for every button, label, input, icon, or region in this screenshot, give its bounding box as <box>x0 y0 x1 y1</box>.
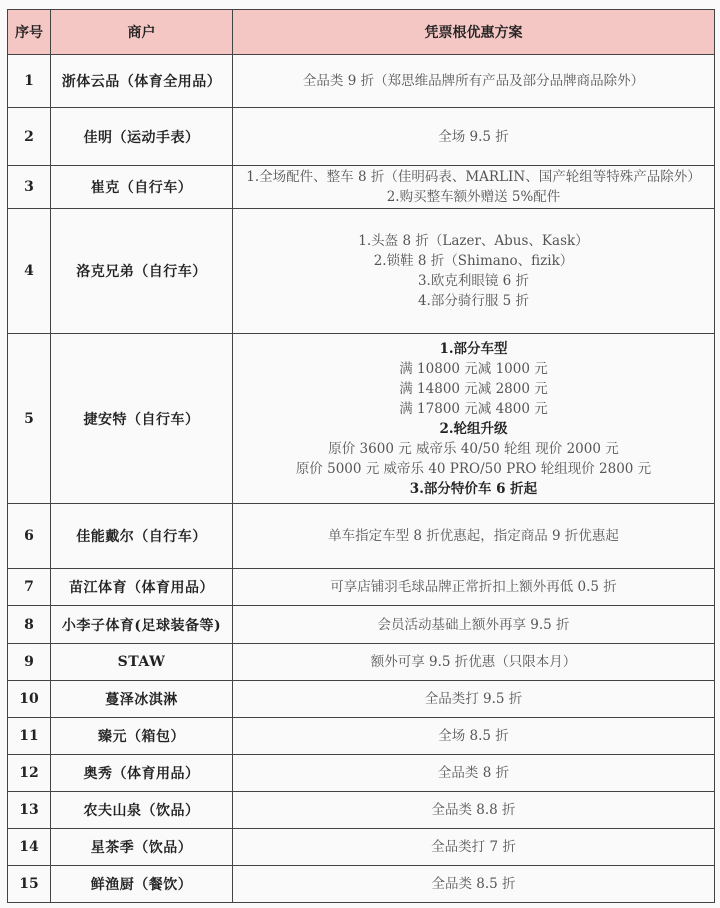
discount-table <box>7 9 715 903</box>
offer-line: 2.锁鞋 8 折（Shimano、fizik） <box>373 253 574 269</box>
offer-line: 全品类 9 折（郑思维品牌所有产品及部分品牌商品除外） <box>302 73 645 89</box>
offer-cell <box>233 166 715 209</box>
offer-line: 会员活动基础上额外再享 9.5 折 <box>377 616 570 633</box>
table-row <box>8 755 715 792</box>
row-index: 13 <box>8 792 51 829</box>
table-row <box>8 792 715 829</box>
merchant-name: 星茶季（饮品） <box>51 829 233 866</box>
row-index: 11 <box>8 718 51 755</box>
merchant-name: 奥秀（体育用品） <box>51 755 233 792</box>
header-offer: 凭票根优惠方案 <box>233 10 715 55</box>
table-row <box>8 569 715 606</box>
offer-line: 满 10800 元减 1000 元 <box>399 360 548 377</box>
table-row <box>8 718 715 755</box>
table-row <box>8 866 715 903</box>
merchant-name: 浙体云品（体育全用品） <box>51 55 233 108</box>
offer-cell <box>233 644 715 681</box>
offer-cell <box>233 504 715 569</box>
offer-cell <box>233 792 715 829</box>
merchant-name: 捷安特（自行车） <box>51 334 233 504</box>
merchant-name: 佳明（运动手表） <box>51 108 233 166</box>
row-index: 1 <box>8 55 51 108</box>
row-index: 10 <box>8 681 51 718</box>
table-row <box>8 644 715 681</box>
offer-line: 2.轮组升级 <box>439 420 508 437</box>
offer-line: 3.部分特价车 6 折起 <box>409 480 538 497</box>
offer-cell <box>233 334 715 504</box>
merchant-name: 苗江体育（体育用品） <box>51 569 233 606</box>
table-row <box>8 55 715 108</box>
table-row <box>8 681 715 718</box>
offer-line: 1.头盔 8 折（Lazer、Abus、Kask） <box>358 233 589 249</box>
offer-line: 全场 8.5 折 <box>438 728 509 744</box>
table-row <box>8 334 715 504</box>
merchant-name: 洛克兄弟（自行车） <box>51 209 233 334</box>
row-index: 9 <box>8 644 51 681</box>
table-row <box>8 209 715 334</box>
row-index: 2 <box>8 108 51 166</box>
offer-line: 满 17800 元减 4800 元 <box>399 400 548 417</box>
merchant-name: 佳能戴尔（自行车） <box>51 504 233 569</box>
merchant-name: 农夫山泉（饮品） <box>51 792 233 829</box>
offer-cell <box>233 569 715 606</box>
offer-cell <box>233 55 715 108</box>
offer-cell <box>233 718 715 755</box>
header-merchant: 商户 <box>51 10 233 55</box>
offer-line: 单车指定车型 8 折优惠起，指定商品 9 折优惠起 <box>328 528 619 544</box>
row-index: 5 <box>8 334 51 504</box>
offer-line: 全品类打 7 折 <box>431 839 516 855</box>
row-index: 14 <box>8 829 51 866</box>
offer-cell <box>233 829 715 866</box>
offer-line: 2.购买整车额外赠送 5%配件 <box>386 189 561 205</box>
offer-line: 全场 9.5 折 <box>438 128 509 145</box>
offer-line: 原价 3600 元 威帝乐 40/50 轮组 现价 2000 元 <box>328 440 619 457</box>
offer-line: 1.全场配件、整车 8 折（佳明码表、MARLIN、国产轮组等特殊产品除外） <box>246 169 701 185</box>
offer-line: 原价 5000 元 威帝乐 40 PRO/50 PRO 轮组现价 2800 元 <box>295 460 652 477</box>
offer-line: 全品类 8 折 <box>437 765 510 781</box>
merchant-name: 蔓泽冰淇淋 <box>51 681 233 718</box>
offer-line: 全品类 8.5 折 <box>431 876 516 892</box>
offer-cell <box>233 866 715 903</box>
header-index: 序号 <box>8 10 51 55</box>
table-row <box>8 166 715 209</box>
row-index: 12 <box>8 755 51 792</box>
offer-line: 全品类打 9.5 折 <box>424 691 523 707</box>
merchant-name: STAW <box>51 644 233 681</box>
merchant-name: 崔克（自行车） <box>51 166 233 209</box>
offer-line: 3.欧克利眼镜 6 折 <box>417 273 530 289</box>
offer-line: 可享店铺羽毛球品牌正常折扣上额外再低 0.5 折 <box>330 579 617 595</box>
row-index: 4 <box>8 209 51 334</box>
offer-line: 额外可享 9.5 折优惠（只限本月） <box>370 654 577 670</box>
table-row <box>8 829 715 866</box>
merchant-name: 臻元（箱包） <box>51 718 233 755</box>
offer-cell <box>233 209 715 334</box>
table-row <box>8 108 715 166</box>
merchant-name: 小李子体育(足球装备等) <box>51 606 233 644</box>
offer-cell <box>233 755 715 792</box>
row-index: 3 <box>8 166 51 209</box>
offer-cell <box>233 681 715 718</box>
table-row <box>8 504 715 569</box>
row-index: 7 <box>8 569 51 606</box>
offer-line: 满 14800 元减 2800 元 <box>399 380 548 397</box>
row-index: 15 <box>8 866 51 903</box>
table-row <box>8 606 715 644</box>
merchant-name: 鲜渔厨（餐饮） <box>51 866 233 903</box>
row-index: 8 <box>8 606 51 644</box>
table-header-row <box>8 10 715 55</box>
offer-line: 4.部分骑行服 5 折 <box>417 293 530 309</box>
offer-cell <box>233 606 715 644</box>
offer-line: 全品类 8.8 折 <box>431 802 516 818</box>
offer-cell <box>233 108 715 166</box>
offer-line: 1.部分车型 <box>439 340 508 357</box>
row-index: 6 <box>8 504 51 569</box>
